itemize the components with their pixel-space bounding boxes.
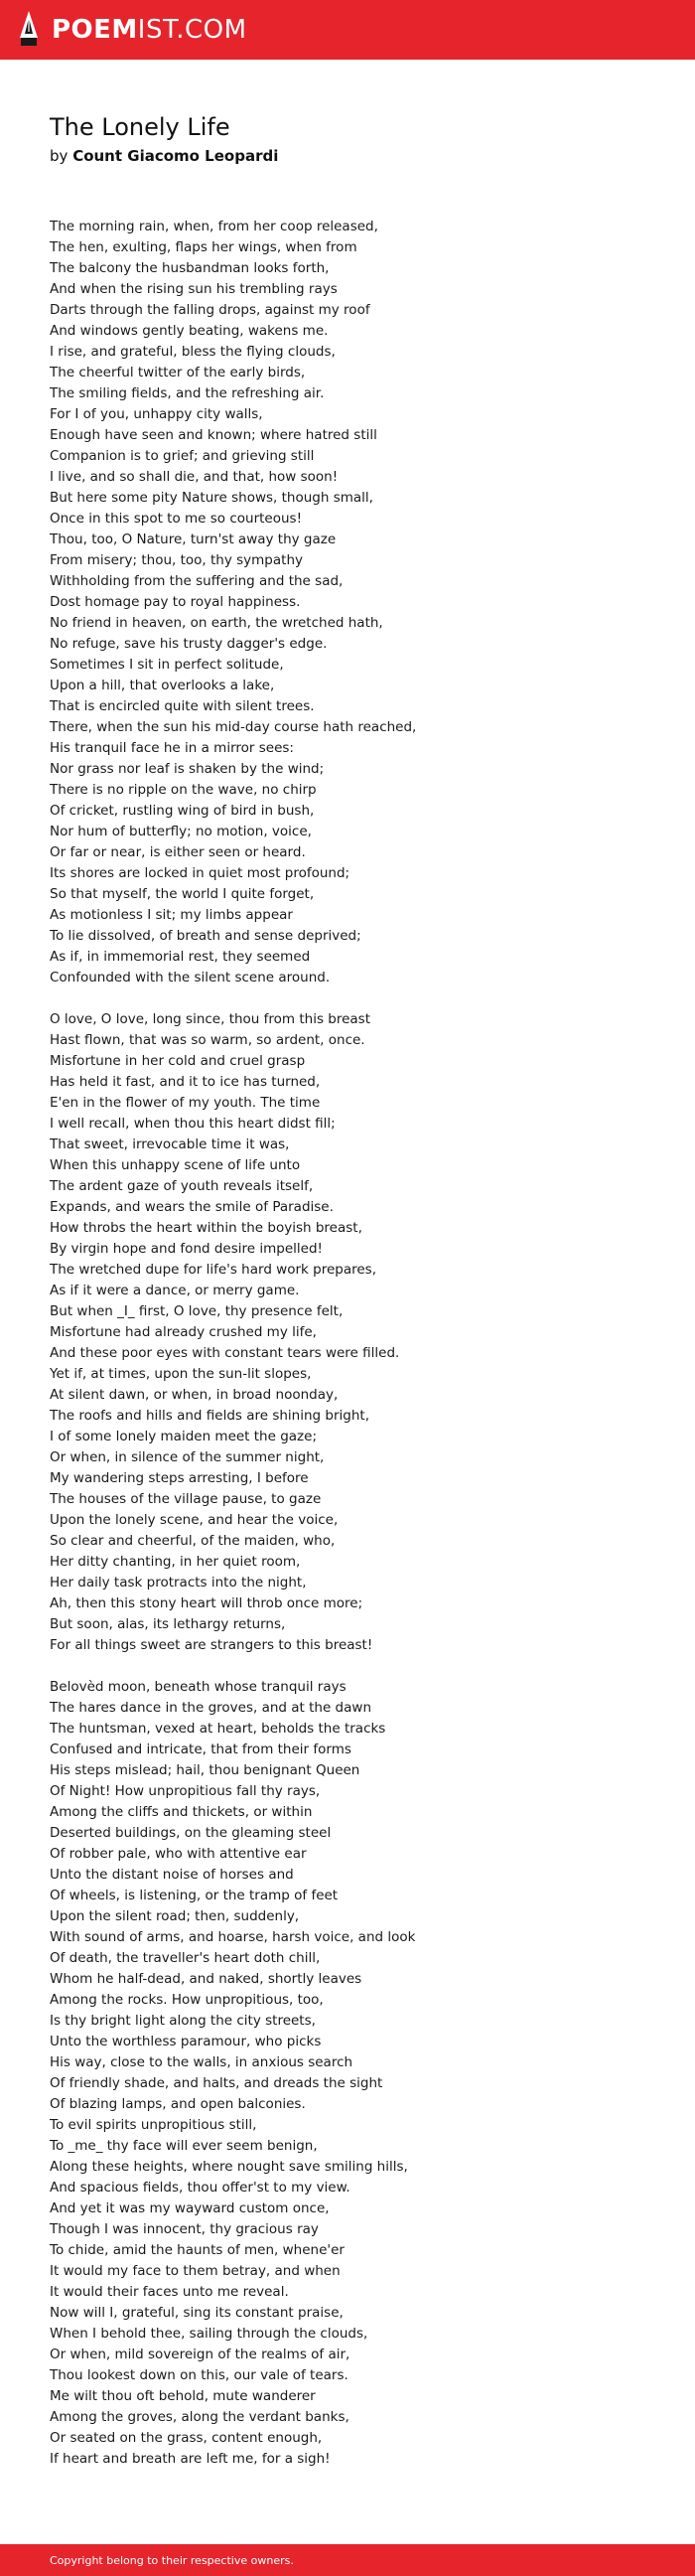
poem-line: Of cricket, rustling wing of bird in bush, (50, 803, 315, 819)
poem-line: Expands, and wears the smile of Paradise. (50, 1199, 334, 1215)
poem-line: Of robber pale, who with attentive ear (50, 1846, 307, 1862)
poem-line: Or when, mild sovereign of the realms of air, (50, 2347, 350, 2362)
poem-line: There is no ripple on the wave, no chirp (50, 782, 317, 798)
poem-line: No refuge, save his trusty dagger's edge. (50, 636, 328, 652)
poem-line: The balcony the husbandman looks forth, (50, 260, 330, 276)
poem-line: Ah, then this stony heart will throb once more; (50, 1595, 363, 1611)
poem-line: The houses of the village pause, to gaze (50, 1491, 322, 1507)
poem-line: Of blazing lamps, and open balconies. (50, 2096, 306, 2112)
poem-line: From misery; thou, too, thy sympathy (50, 552, 303, 568)
poem-line: To lie dissolved, of breath and sense deprived; (50, 928, 361, 944)
poem-line: The ardent gaze of youth reveals itself, (50, 1178, 314, 1194)
poem-line: So clear and cheerful, of the maiden, who, (50, 1533, 336, 1549)
poem-line: As if, in immemorial rest, they seemed (50, 949, 311, 965)
poem-line: Among the rocks. How unpropitious, too, (50, 1992, 324, 2008)
poem-line: Her daily task protracts into the night, (50, 1575, 307, 1591)
poem-line: Yet if, at times, upon the sun-lit slopes, (50, 1366, 312, 1382)
poem-line: Or far or near, is either seen or heard. (50, 844, 306, 860)
poem-line: The morning rain, when, from her coop released, (50, 219, 378, 234)
poem-line: Nor grass nor leaf is shaken by the wind; (50, 761, 325, 777)
poem-line: O love, O love, long since, thou from this breast (50, 1011, 371, 1027)
poem-line: The huntsman, vexed at heart, beholds the tracks (50, 1721, 386, 1737)
poem-line: Whom he half-dead, and naked, shortly leaves (50, 1971, 362, 1987)
poem-line: Is thy bright light along the city streets, (50, 2013, 316, 2029)
poem-line: Has held it fast, and it to ice has turned, (50, 1074, 321, 1090)
poem-line: Her ditty chanting, in her quiet room, (50, 1554, 301, 1570)
poem-stanza (50, 1009, 665, 1656)
poem-line: Once in this spot to me so courteous! (50, 511, 302, 527)
poem-line: Or when, in silence of the summer night, (50, 1449, 325, 1465)
poem-line: And windows gently beating, wakens me. (50, 323, 329, 339)
poem-line: His way, close to the walls, in anxious search (50, 2054, 353, 2070)
poem-line: I live, and so shall die, and that, how soon! (50, 469, 339, 485)
poem-line: Deserted buildings, on the gleaming steel (50, 1825, 332, 1841)
poem-line: Upon the lonely scene, and hear the voice, (50, 1512, 339, 1528)
poem-line: To _me_ thy face will ever seem benign, (50, 2138, 318, 2154)
poem-line: Confounded with the silent scene around. (50, 970, 331, 985)
poem-line: As motionless I sit; my limbs appear (50, 907, 293, 923)
poem-line: With sound of arms, and hoarse, harsh voice, and look (50, 1929, 416, 1945)
poem-line: Confused and intricate, that from their forms (50, 1742, 351, 1757)
poem-line: His tranquil face he in a mirror sees: (50, 740, 294, 756)
poem-line: To evil spirits unpropitious still, (50, 2117, 257, 2133)
site-logo[interactable] (52, 15, 247, 45)
poem-line: I rise, and grateful, bless the flying clouds, (50, 344, 336, 360)
poem-line: Now will I, grateful, sing its constant praise, (50, 2305, 344, 2321)
poem-line: By virgin hope and fond desire impelled! (50, 1241, 323, 1257)
poem-line: When this unhappy scene of life unto (50, 1157, 301, 1173)
poem-line: The smiling fields, and the refreshing air. (50, 385, 325, 401)
poem-line: And when the rising sun his trembling rays (50, 281, 338, 297)
poem-line: Or seated on the grass, content enough, (50, 2430, 323, 2446)
poem-stanza (50, 217, 665, 988)
site-header (0, 0, 695, 60)
poem-line: It would their faces unto me reveal. (50, 2284, 289, 2300)
poem-author[interactable]: Count Giacomo Leopardi (72, 147, 279, 165)
poem-line: Nor hum of butterfly; no motion, voice, (50, 824, 312, 839)
poem-line: When I behold thee, sailing through the clouds, (50, 2326, 368, 2342)
poem-line: Of death, the traveller's heart doth chill, (50, 1950, 321, 1966)
poem-line: The cheerful twitter of the early birds, (50, 365, 306, 380)
poem-line: Darts through the falling drops, against my roof (50, 302, 370, 318)
poem-line: Misfortune had already crushed my life, (50, 1324, 317, 1340)
poem-line: And these poor eyes with constant tears were filled. (50, 1345, 400, 1361)
poem-line: Of wheels, is listening, or the tramp of feet (50, 1888, 339, 1903)
poem-byline (50, 147, 278, 165)
poem-line: I well recall, when thou this heart didst fill; (50, 1116, 336, 1132)
poem-line: But when _I_ first, O love, thy presence felt, (50, 1303, 344, 1319)
logo-bold: POEM (52, 15, 138, 45)
poem-line: The wretched dupe for life's hard work prepares, (50, 1262, 376, 1278)
poem-line: Misfortune in her cold and cruel grasp (50, 1053, 306, 1069)
poem-line: Dost homage pay to royal happiness. (50, 594, 301, 610)
poem-line: Hast flown, that was so warm, so ardent, once. (50, 1032, 365, 1048)
poem-line: Along these heights, where nought save smiling hills, (50, 2159, 408, 2175)
poem-line: Enough have seen and known; where hatred still (50, 427, 377, 443)
poem-line: That sweet, irrevocable time it was, (50, 1136, 290, 1152)
poem-line: Thou, too, O Nature, turn'st away thy gaze (50, 531, 337, 547)
poem-line: Sometimes I sit in perfect solitude, (50, 657, 284, 673)
poem-line: Withholding from the suffering and the sad, (50, 573, 344, 589)
poem-line: Belovèd moon, beneath whose tranquil rays (50, 1679, 347, 1695)
poem-line: But soon, alas, its lethargy returns, (50, 1616, 286, 1632)
poem-line: Companion is to grief; and grieving still (50, 448, 315, 464)
poem-line: Among the cliffs and thickets, or within (50, 1804, 313, 1820)
poem-line: Thou lookest down on this, our vale of tears. (50, 2367, 348, 2383)
poem-line: My wandering steps arresting, I before (50, 1470, 309, 1486)
poem-line: There, when the sun his mid-day course hath reached, (50, 719, 417, 735)
site-footer (0, 2544, 695, 2576)
poem-line: So that myself, the world I quite forget, (50, 886, 315, 902)
poem-line: How throbs the heart within the boyish breast, (50, 1220, 362, 1236)
poem-line: And spacious fields, thou offer'st to my view. (50, 2180, 350, 2196)
poem-line: It would my face to them betray, and when (50, 2263, 341, 2279)
poem-line: And yet it was my wayward custom once, (50, 2200, 330, 2216)
poem-line: Of friendly shade, and halts, and dreads the sight (50, 2075, 383, 2091)
poem-line: At silent dawn, or when, in broad noonday, (50, 1387, 339, 1403)
poem-line: His steps mislead; hail, thou benignant Queen (50, 1762, 360, 1778)
poem-stanza (50, 1677, 665, 2470)
poem-line: Unto the worthless paramour, who picks (50, 2034, 322, 2049)
poem-line: I of some lonely maiden meet the gaze; (50, 1429, 317, 1444)
poem-line: If heart and breath are left me, for a sigh! (50, 2451, 331, 2467)
logo-light: IST.COM (137, 15, 247, 45)
poem-line: For all things sweet are strangers to this breast! (50, 1637, 373, 1653)
by-label: by (50, 147, 69, 165)
poem-body (50, 217, 665, 2491)
poem-line: Though I was innocent, thy gracious ray (50, 2221, 319, 2237)
poem-line: To chide, amid the haunts of men, whene'er (50, 2242, 345, 2258)
pen-nib-icon[interactable] (18, 9, 40, 51)
poem-line: That is encircled quite with silent trees. (50, 698, 315, 714)
poem-title: The Lonely Life (50, 113, 230, 141)
poem-line: Among the groves, along the verdant banks, (50, 2409, 349, 2425)
poem-line: Me wilt thou oft behold, mute wanderer (50, 2388, 316, 2404)
poem-line: But here some pity Nature shows, though small, (50, 490, 373, 506)
poem-line: Its shores are locked in quiet most profound; (50, 865, 350, 881)
poem-line: Of Night! How unpropitious fall thy rays, (50, 1783, 321, 1799)
poem-line: The hares dance in the groves, and at the dawn (50, 1700, 371, 1716)
poem-line: The hen, exulting, flaps her wings, when from (50, 239, 357, 255)
poem-line: Unto the distant noise of horses and (50, 1867, 294, 1883)
poem-line: No friend in heaven, on earth, the wretched hath, (50, 615, 383, 631)
poem-line: The roofs and hills and fields are shining bright, (50, 1408, 369, 1424)
poem-line: As if it were a dance, or merry game. (50, 1283, 300, 1298)
copyright-text: Copyright belong to their respective owners. (50, 2553, 294, 2567)
poem-line: Upon the silent road; then, suddenly, (50, 1908, 300, 1924)
poem-line: For I of you, unhappy city walls, (50, 406, 263, 422)
poem-line: E'en in the flower of my youth. The time (50, 1095, 321, 1111)
poem-line: Upon a hill, that overlooks a lake, (50, 678, 275, 693)
